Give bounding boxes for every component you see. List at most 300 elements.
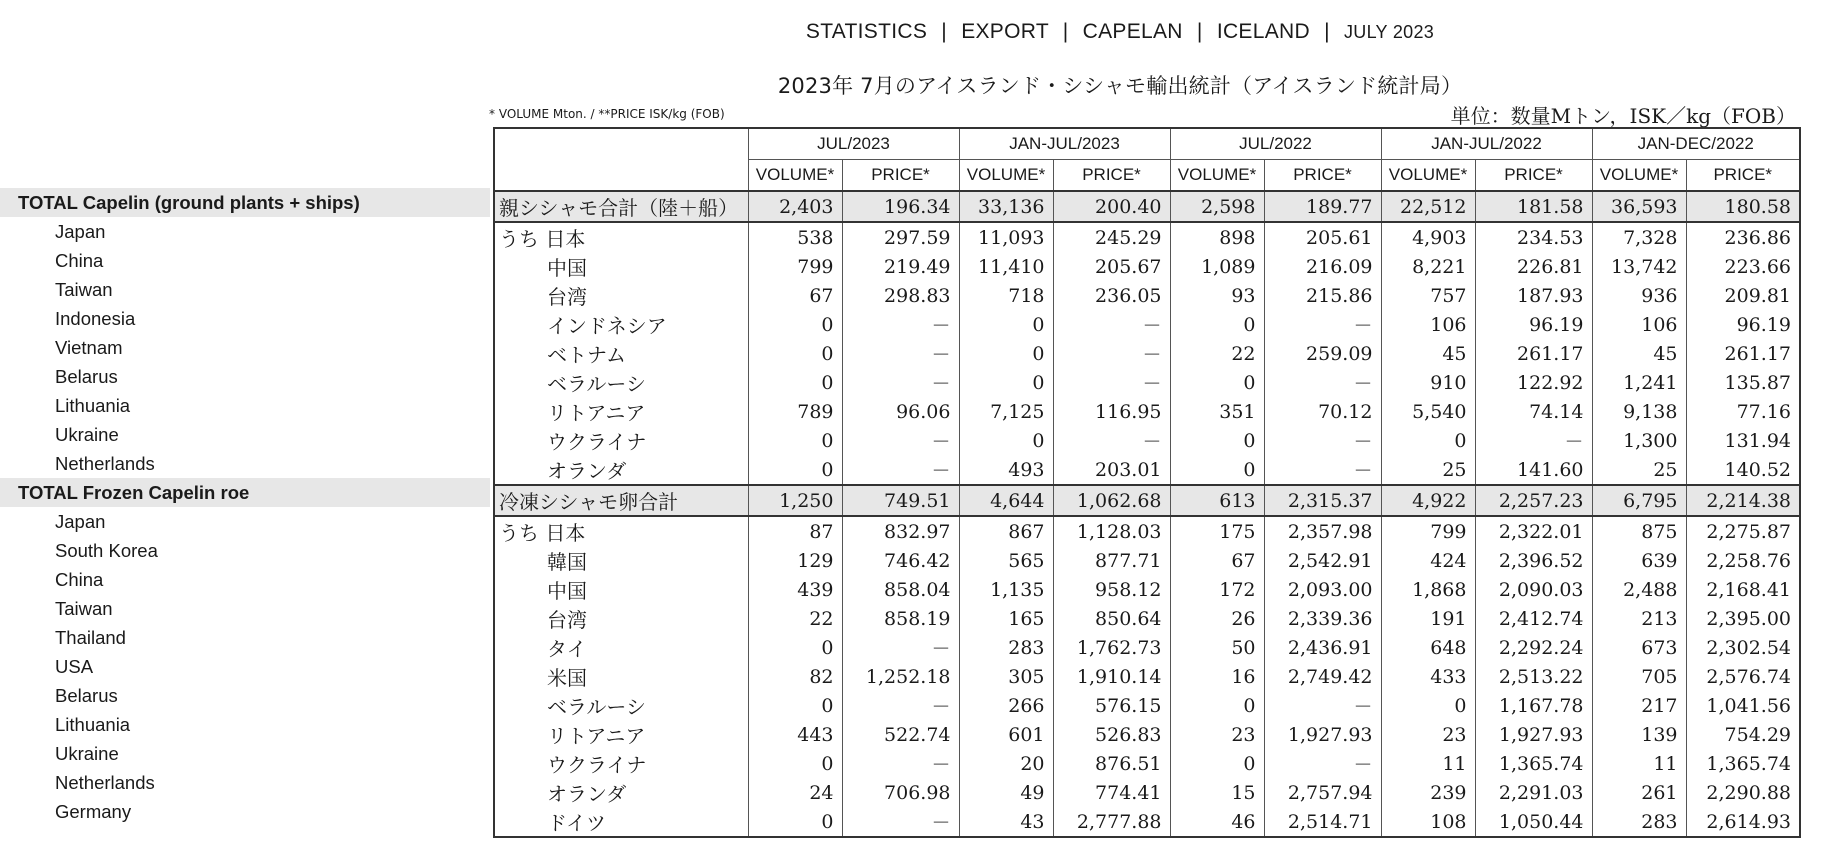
- price-cell: 2,777.88: [1053, 807, 1170, 837]
- price-cell: 1,041.56: [1686, 691, 1800, 720]
- price-cell: 298.83: [842, 281, 959, 310]
- volume-cell: 1,250: [748, 485, 842, 516]
- price-cell: 754.29: [1686, 720, 1800, 749]
- row-label-japanese: ベラルーシ: [494, 368, 748, 397]
- table-row: [494, 778, 1800, 807]
- volume-cell: 1,868: [1381, 575, 1475, 604]
- price-cell: －: [1053, 310, 1170, 339]
- volume-cell: 0: [959, 339, 1053, 368]
- volume-cell: 613: [1170, 485, 1264, 516]
- price-cell: －: [1053, 339, 1170, 368]
- price-cell: －: [842, 310, 959, 339]
- price-cell: 1,910.14: [1053, 662, 1170, 691]
- price-cell: 259.09: [1264, 339, 1381, 368]
- table-row: [494, 252, 1800, 281]
- country-label: Japan: [55, 511, 106, 532]
- volume-cell: 139: [1592, 720, 1686, 749]
- price-cell: －: [842, 749, 959, 778]
- price-cell: 200.40: [1053, 191, 1170, 222]
- row-label-japanese: 中国: [494, 575, 748, 604]
- price-cell: －: [842, 633, 959, 662]
- price-cell: 297.59: [842, 222, 959, 252]
- price-cell: －: [1264, 426, 1381, 455]
- volume-cell: 87: [748, 516, 842, 546]
- volume-cell: 538: [748, 222, 842, 252]
- table-row: [494, 575, 1800, 604]
- period-header: JAN-JUL/2023: [959, 128, 1170, 160]
- volume-cell: 305: [959, 662, 1053, 691]
- volume-cell: 433: [1381, 662, 1475, 691]
- country-label: Taiwan: [55, 279, 113, 300]
- volume-cell: 757: [1381, 281, 1475, 310]
- price-cell: 189.77: [1264, 191, 1381, 222]
- volume-cell: 2,403: [748, 191, 842, 222]
- row-label-japanese: リトアニア: [494, 720, 748, 749]
- price-cell: 181.58: [1475, 191, 1592, 222]
- units-note: * VOLUME Mton. / **PRICE ISK/kg (FOB): [489, 107, 725, 121]
- price-cell: 2,214.38: [1686, 485, 1800, 516]
- price-cell: 180.58: [1686, 191, 1800, 222]
- volume-cell: 0: [1170, 749, 1264, 778]
- price-cell: 261.17: [1475, 339, 1592, 368]
- row-label-japanese: 台湾: [494, 281, 748, 310]
- volume-cell: 0: [1170, 310, 1264, 339]
- volume-cell: 0: [748, 310, 842, 339]
- volume-cell: 22: [1170, 339, 1264, 368]
- row-label-header: [494, 128, 748, 191]
- volume-cell: 20: [959, 749, 1053, 778]
- price-cell: 96.06: [842, 397, 959, 426]
- volume-header: VOLUME*: [748, 160, 842, 192]
- period-header: JUL/2022: [1170, 128, 1381, 160]
- volume-cell: 0: [748, 426, 842, 455]
- price-cell: 2,576.74: [1686, 662, 1800, 691]
- row-label-japanese: 米国: [494, 662, 748, 691]
- price-cell: －: [1264, 691, 1381, 720]
- price-cell: 749.51: [842, 485, 959, 516]
- price-cell: 2,292.24: [1475, 633, 1592, 662]
- english-row-labels: [0, 188, 490, 826]
- period-header: JAN-DEC/2022: [1592, 128, 1800, 160]
- price-cell: 261.17: [1686, 339, 1800, 368]
- country-label: Ukraine: [55, 743, 119, 764]
- price-cell: 2,339.36: [1264, 604, 1381, 633]
- price-cell: 74.14: [1475, 397, 1592, 426]
- volume-cell: 0: [748, 633, 842, 662]
- price-cell: 2,514.71: [1264, 807, 1381, 837]
- volume-cell: 7,328: [1592, 222, 1686, 252]
- table-row: [494, 368, 1800, 397]
- export-statistics-table: [493, 127, 1801, 838]
- price-cell: 2,258.76: [1686, 546, 1800, 575]
- volume-cell: 4,903: [1381, 222, 1475, 252]
- volume-cell: 0: [959, 310, 1053, 339]
- volume-cell: 106: [1381, 310, 1475, 339]
- volume-cell: 8,221: [1381, 252, 1475, 281]
- volume-cell: 33,136: [959, 191, 1053, 222]
- volume-cell: 2,488: [1592, 575, 1686, 604]
- total-row-label: TOTAL Frozen Capelin roe: [0, 478, 490, 507]
- price-cell: 1,927.93: [1264, 720, 1381, 749]
- price-cell: －: [842, 426, 959, 455]
- price-cell: 2,749.42: [1264, 662, 1381, 691]
- price-cell: 131.94: [1686, 426, 1800, 455]
- price-cell: －: [1264, 310, 1381, 339]
- volume-cell: 936: [1592, 281, 1686, 310]
- table-row: [494, 281, 1800, 310]
- volume-cell: 2,598: [1170, 191, 1264, 222]
- volume-cell: 93: [1170, 281, 1264, 310]
- price-cell: 1,167.78: [1475, 691, 1592, 720]
- price-cell: 96.19: [1475, 310, 1592, 339]
- table-row: [494, 604, 1800, 633]
- volume-cell: 11,093: [959, 222, 1053, 252]
- row-label-japanese: うち 日本: [494, 222, 748, 252]
- volume-cell: 108: [1381, 807, 1475, 837]
- volume-cell: 565: [959, 546, 1053, 575]
- table-row: [494, 455, 1800, 485]
- volume-cell: 106: [1592, 310, 1686, 339]
- table-body: [494, 191, 1800, 837]
- price-cell: 2,614.93: [1686, 807, 1800, 837]
- price-cell: 236.05: [1053, 281, 1170, 310]
- country-label: Lithuania: [55, 395, 131, 416]
- total-row-label: TOTAL Capelin (ground plants + ships): [0, 188, 490, 217]
- period-header-row: [494, 128, 1800, 160]
- volume-cell: 13,742: [1592, 252, 1686, 281]
- price-header: PRICE*: [1686, 160, 1800, 192]
- volume-cell: 45: [1592, 339, 1686, 368]
- period-header: JAN-JUL/2022: [1381, 128, 1592, 160]
- header-iceland: ICELAND: [1216, 20, 1310, 43]
- volume-cell: 24: [748, 778, 842, 807]
- price-cell: 2,093.00: [1264, 575, 1381, 604]
- price-cell: 2,275.87: [1686, 516, 1800, 546]
- country-label: Thailand: [55, 627, 126, 648]
- price-cell: 226.81: [1475, 252, 1592, 281]
- volume-cell: 16: [1170, 662, 1264, 691]
- price-cell: 205.67: [1053, 252, 1170, 281]
- row-label-japanese: 中国: [494, 252, 748, 281]
- price-cell: 2,757.94: [1264, 778, 1381, 807]
- header-separator: |: [1324, 20, 1330, 43]
- price-cell: －: [1264, 455, 1381, 485]
- volume-cell: 36,593: [1592, 191, 1686, 222]
- country-label: Japan: [55, 221, 106, 242]
- price-header: PRICE*: [1475, 160, 1592, 192]
- row-label-japanese: ベラルーシ: [494, 691, 748, 720]
- volume-cell: 0: [1381, 426, 1475, 455]
- volume-cell: 82: [748, 662, 842, 691]
- price-cell: 2,090.03: [1475, 575, 1592, 604]
- table-row: [494, 339, 1800, 368]
- price-cell: 576.15: [1053, 691, 1170, 720]
- volume-cell: 0: [748, 691, 842, 720]
- volume-cell: 0: [1170, 691, 1264, 720]
- price-cell: 135.87: [1686, 368, 1800, 397]
- price-cell: 958.12: [1053, 575, 1170, 604]
- row-label-japanese: 冷凍シシャモ卵合計: [494, 485, 748, 516]
- volume-cell: 5,540: [1381, 397, 1475, 426]
- table-row: [494, 546, 1800, 575]
- country-label: Lithuania: [55, 714, 131, 735]
- row-label-japanese: 台湾: [494, 604, 748, 633]
- table-row: [494, 749, 1800, 778]
- table-row: [494, 807, 1800, 837]
- table-row: [494, 662, 1800, 691]
- volume-cell: 45: [1381, 339, 1475, 368]
- row-label-japanese: オランダ: [494, 778, 748, 807]
- volume-cell: 6,795: [1592, 485, 1686, 516]
- volume-cell: 875: [1592, 516, 1686, 546]
- price-cell: －: [1264, 749, 1381, 778]
- volume-cell: 639: [1592, 546, 1686, 575]
- price-cell: 196.34: [842, 191, 959, 222]
- volume-cell: 15: [1170, 778, 1264, 807]
- volume-cell: 49: [959, 778, 1053, 807]
- price-cell: 203.01: [1053, 455, 1170, 485]
- volume-cell: 443: [748, 720, 842, 749]
- country-label: Netherlands: [55, 772, 155, 793]
- volume-cell: 129: [748, 546, 842, 575]
- row-label-japanese: ウクライナ: [494, 749, 748, 778]
- country-label: USA: [55, 656, 94, 677]
- table-row: [494, 426, 1800, 455]
- header-capelan: CAPELAN: [1082, 20, 1183, 43]
- volume-cell: 1,300: [1592, 426, 1686, 455]
- row-label-japanese: ウクライナ: [494, 426, 748, 455]
- volume-cell: 43: [959, 807, 1053, 837]
- volume-cell: 239: [1381, 778, 1475, 807]
- volume-cell: 25: [1381, 455, 1475, 485]
- price-cell: 2,542.91: [1264, 546, 1381, 575]
- price-cell: 2,291.03: [1475, 778, 1592, 807]
- price-cell: 746.42: [842, 546, 959, 575]
- volume-cell: 11,410: [959, 252, 1053, 281]
- volume-cell: 0: [748, 368, 842, 397]
- volume-cell: 261: [1592, 778, 1686, 807]
- price-cell: 526.83: [1053, 720, 1170, 749]
- price-cell: 2,436.91: [1264, 633, 1381, 662]
- volume-cell: 283: [959, 633, 1053, 662]
- country-label: Vietnam: [55, 337, 123, 358]
- row-label-japanese: 韓国: [494, 546, 748, 575]
- volume-cell: 799: [748, 252, 842, 281]
- volume-cell: 46: [1170, 807, 1264, 837]
- header-separator: |: [1196, 20, 1203, 43]
- table-row: [494, 397, 1800, 426]
- volume-cell: 191: [1381, 604, 1475, 633]
- volume-cell: 1,135: [959, 575, 1053, 604]
- volume-cell: 26: [1170, 604, 1264, 633]
- price-cell: 96.19: [1686, 310, 1800, 339]
- price-header: PRICE*: [1053, 160, 1170, 192]
- volume-cell: 11: [1381, 749, 1475, 778]
- header-separator: |: [1062, 20, 1069, 43]
- price-cell: 850.64: [1053, 604, 1170, 633]
- price-cell: 1,927.93: [1475, 720, 1592, 749]
- table-row: [494, 310, 1800, 339]
- table-row: [494, 720, 1800, 749]
- price-cell: 245.29: [1053, 222, 1170, 252]
- price-cell: －: [1475, 426, 1592, 455]
- volume-cell: 439: [748, 575, 842, 604]
- price-cell: 141.60: [1475, 455, 1592, 485]
- volume-cell: 266: [959, 691, 1053, 720]
- country-label: China: [55, 250, 104, 271]
- units-note-japanese: 単位：数量Mトン，ISK／kg（FOB）: [1450, 104, 1796, 128]
- price-cell: 70.12: [1264, 397, 1381, 426]
- table-row: [494, 633, 1800, 662]
- volume-cell: 493: [959, 455, 1053, 485]
- price-cell: 234.53: [1475, 222, 1592, 252]
- volume-cell: 50: [1170, 633, 1264, 662]
- price-cell: 858.19: [842, 604, 959, 633]
- header-export: EXPORT: [961, 20, 1049, 43]
- volume-cell: 22: [748, 604, 842, 633]
- volume-cell: 0: [959, 426, 1053, 455]
- price-cell: 1,365.74: [1686, 749, 1800, 778]
- japanese-title: 2023年 7月のアイスランド・シシャモ輸出統計（アイスランド統計局）: [777, 74, 1463, 98]
- price-cell: 2,396.52: [1475, 546, 1592, 575]
- volume-cell: 0: [1170, 368, 1264, 397]
- price-cell: 122.92: [1475, 368, 1592, 397]
- price-cell: －: [1053, 368, 1170, 397]
- volume-cell: 283: [1592, 807, 1686, 837]
- price-cell: 774.41: [1053, 778, 1170, 807]
- price-cell: 2,513.22: [1475, 662, 1592, 691]
- row-label-japanese: うち 日本: [494, 516, 748, 546]
- price-header: PRICE*: [842, 160, 959, 192]
- table-row: [494, 222, 1800, 252]
- total-row: [494, 191, 1800, 222]
- volume-cell: 23: [1381, 720, 1475, 749]
- volume-cell: 424: [1381, 546, 1475, 575]
- country-label: Germany: [55, 801, 132, 822]
- volume-header: VOLUME*: [1170, 160, 1264, 192]
- volume-cell: 172: [1170, 575, 1264, 604]
- volume-cell: 0: [748, 455, 842, 485]
- row-label-japanese: 親シシャモ合計（陸＋船）: [494, 191, 748, 222]
- price-cell: 1,128.03: [1053, 516, 1170, 546]
- price-cell: 522.74: [842, 720, 959, 749]
- row-label-japanese: ベトナム: [494, 339, 748, 368]
- price-cell: 1,762.73: [1053, 633, 1170, 662]
- price-cell: －: [842, 339, 959, 368]
- volume-cell: 898: [1170, 222, 1264, 252]
- volume-cell: 0: [748, 749, 842, 778]
- volume-cell: 67: [748, 281, 842, 310]
- volume-cell: 351: [1170, 397, 1264, 426]
- period-header: JUL/2023: [748, 128, 959, 160]
- price-cell: 205.61: [1264, 222, 1381, 252]
- price-cell: 2,357.98: [1264, 516, 1381, 546]
- volume-cell: 0: [959, 368, 1053, 397]
- volume-header: VOLUME*: [959, 160, 1053, 192]
- table-row: [494, 691, 1800, 720]
- price-cell: 1,252.18: [842, 662, 959, 691]
- volume-cell: 25: [1592, 455, 1686, 485]
- volume-cell: 705: [1592, 662, 1686, 691]
- price-cell: 832.97: [842, 516, 959, 546]
- price-cell: 1,050.44: [1475, 807, 1592, 837]
- price-cell: －: [842, 807, 959, 837]
- price-cell: －: [842, 368, 959, 397]
- table-row: [494, 516, 1800, 546]
- row-label-japanese: ドイツ: [494, 807, 748, 837]
- price-cell: －: [842, 691, 959, 720]
- price-cell: 209.81: [1686, 281, 1800, 310]
- price-cell: 2,290.88: [1686, 778, 1800, 807]
- row-label-japanese: リトアニア: [494, 397, 748, 426]
- price-cell: 140.52: [1686, 455, 1800, 485]
- volume-cell: 867: [959, 516, 1053, 546]
- price-cell: 2,315.37: [1264, 485, 1381, 516]
- country-label: Taiwan: [55, 598, 113, 619]
- volume-cell: 213: [1592, 604, 1686, 633]
- volume-header: VOLUME*: [1381, 160, 1475, 192]
- volume-cell: 9,138: [1592, 397, 1686, 426]
- price-cell: 2,412.74: [1475, 604, 1592, 633]
- price-cell: 2,322.01: [1475, 516, 1592, 546]
- row-label-japanese: オランダ: [494, 455, 748, 485]
- volume-cell: 0: [1170, 426, 1264, 455]
- volume-cell: 673: [1592, 633, 1686, 662]
- price-cell: 2,257.23: [1475, 485, 1592, 516]
- volume-cell: 4,644: [959, 485, 1053, 516]
- total-row: [494, 485, 1800, 516]
- volume-cell: 910: [1381, 368, 1475, 397]
- header-statistics: STATISTICS: [805, 20, 928, 43]
- price-cell: 2,395.00: [1686, 604, 1800, 633]
- volume-cell: 718: [959, 281, 1053, 310]
- price-cell: 187.93: [1475, 281, 1592, 310]
- price-cell: 223.66: [1686, 252, 1800, 281]
- volume-cell: 217: [1592, 691, 1686, 720]
- volume-cell: 601: [959, 720, 1053, 749]
- price-cell: －: [842, 455, 959, 485]
- volume-cell: 67: [1170, 546, 1264, 575]
- country-label: Indonesia: [55, 308, 136, 329]
- price-cell: 77.16: [1686, 397, 1800, 426]
- price-cell: 877.71: [1053, 546, 1170, 575]
- volume-cell: 0: [748, 807, 842, 837]
- row-label-japanese: インドネシア: [494, 310, 748, 339]
- price-cell: 2,302.54: [1686, 633, 1800, 662]
- volume-cell: 0: [748, 339, 842, 368]
- price-cell: 876.51: [1053, 749, 1170, 778]
- price-cell: 706.98: [842, 778, 959, 807]
- price-cell: 1,062.68: [1053, 485, 1170, 516]
- price-cell: －: [1053, 426, 1170, 455]
- volume-cell: 799: [1381, 516, 1475, 546]
- price-cell: 2,168.41: [1686, 575, 1800, 604]
- volume-cell: 0: [1170, 455, 1264, 485]
- volume-cell: 175: [1170, 516, 1264, 546]
- volume-cell: 648: [1381, 633, 1475, 662]
- volume-cell: 11: [1592, 749, 1686, 778]
- volume-cell: 22,512: [1381, 191, 1475, 222]
- volume-cell: 1,241: [1592, 368, 1686, 397]
- price-cell: 116.95: [1053, 397, 1170, 426]
- row-label-japanese: タイ: [494, 633, 748, 662]
- volume-cell: 4,922: [1381, 485, 1475, 516]
- price-header: PRICE*: [1264, 160, 1381, 192]
- price-cell: 219.49: [842, 252, 959, 281]
- country-label: Belarus: [55, 685, 118, 706]
- volume-cell: 23: [1170, 720, 1264, 749]
- price-cell: 215.86: [1264, 281, 1381, 310]
